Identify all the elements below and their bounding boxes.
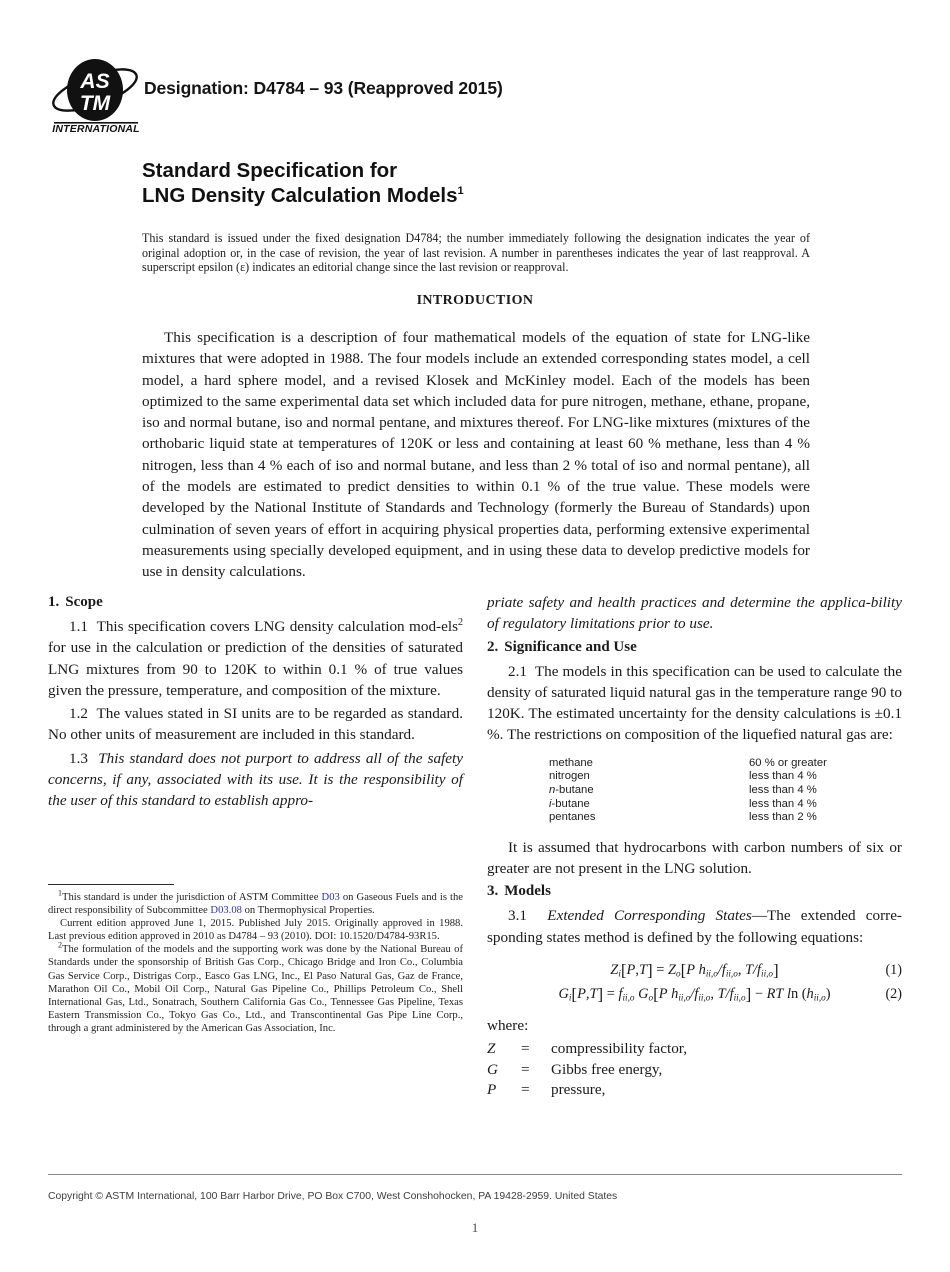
equals-sign: = [521, 1081, 530, 1099]
introduction-body: This specification is a description of four mathematical models of the equation of state for LNG-like mixtures that were adopted in 1988. The four models include an extended corresponding states model, a cell model, a hard sphere model, and a revised Klosek and McKinley model. Each of the models has been optimized to the same experimental data set which included data for pure nitrogen, methane, ethane, propane, iso and normal butane, iso and normal pentane, and mixtures thereof. For LNG-like mixtures (mixtures of the orthobaric liquid state at temperatures of 120K or less and containing at least 60 % methane, less than 4 % nitrogen, less than 4 % each of iso and normal butane, and less than 2 % total of iso and normal pentane), all of the models are estimated to predict densities to within 0.1 % of the true value. These models were developed by the National Institute of Standards and Technology (formerly the Bureau of Standards) upon culmination of seven years of effort in acquiring physical properties data, performing extensive experimental measurements using specially developed equipment, and in using these data to develop predictive models for use in density calculations. [142, 329, 810, 581]
paragraph-1-3-continued: priate safety and health practices and determine the applica-bility of regulatory limitations prior to use. [487, 594, 902, 633]
paragraph-number: 3.1 [508, 907, 527, 925]
footnote-ref-2: 2 [457, 616, 463, 628]
table-row [487, 798, 902, 812]
footnote-edition-info: Current edition approved June 1, 2015. Published July 2015. Originally approved in 1988. Last previous edition approved in 2010 as D4784 – 93 (2010). DOI: 10.1520/D4784-93R15. [48, 918, 463, 943]
paragraph-1-3 [48, 748, 463, 812]
section-number: 2. [487, 638, 499, 655]
equation-2: $G_i[P,T] = f_{ii,o}$ $G_o[P$ $h_{ii,o}/f_{ii,o}$, $T/f_{ii,o}$] − RT $\ln (h_{ii,o})$ (2) [487, 982, 902, 1007]
table-row [487, 811, 902, 825]
table-row [487, 757, 902, 771]
component-name: nitrogen [549, 770, 590, 783]
list-item [487, 1060, 687, 1081]
paragraph-text-a: This specification covers LNG density calculation mod-els [96, 618, 458, 635]
component-limit: less than 4 % [749, 783, 817, 796]
footnote-separator [48, 884, 174, 885]
footnote-marker: 1 [58, 888, 62, 898]
issued-note: This standard is issued under the fixed designation D4784; the number immediately following the designation indicates the year of original adoption or, in the case of revision, the year of last revision. A number in parentheses indicates the year of last reapproval. A superscript epsilon (ε) indicates an editorial change since the last revision or reapproval. [142, 231, 810, 275]
symbol: Z [487, 1040, 496, 1058]
paragraph-2-1 [487, 661, 902, 746]
section-heading-models [487, 881, 902, 901]
page-title [142, 158, 810, 208]
equation-number: (2) [885, 986, 902, 1003]
title-block [142, 158, 810, 275]
paragraph-text: —The extended corre-sponding states method is defined by the following equations: [487, 907, 902, 946]
component-italic-prefix: n [549, 783, 556, 796]
title-footnote-marker: 1 [457, 185, 464, 198]
svg-text:AS: AS [80, 70, 110, 93]
paragraph-term: Extended Corresponding States [547, 907, 752, 925]
paragraph-text: The models in this specification can be used to calculate the density of saturated liquid natural gas in the temperature range 90 to 120K. The estimated uncertainty for the density calculations is ±0.1 %. The restrictions on composition of the liquefied natural gas are: [487, 662, 902, 744]
paragraph-number: 1.3 [69, 749, 88, 767]
symbol-definition: pressure, [551, 1081, 606, 1099]
svg-text:INTERNATIONAL: INTERNATIONAL [52, 123, 140, 135]
component-limit: less than 4 % [749, 797, 817, 810]
footnote-text-a: This standard is under the jurisdiction of ASTM Committee [62, 892, 322, 903]
symbol-definition: Gibbs free energy, [551, 1060, 663, 1078]
paragraph-number: 1.1 [69, 618, 88, 635]
footnote-text-c: on Thermophysical Properties. [241, 905, 375, 917]
section-number: 1. [48, 594, 60, 610]
title-line-2: LNG Density Calculation Models [142, 184, 458, 207]
page-header [48, 56, 902, 142]
title-line-1: Standard Specification for [142, 159, 398, 182]
where-label: where: [487, 1016, 529, 1034]
footnote-text-b: on Gaseous Fuels and is the direct responsibility of Subcommittee [48, 892, 463, 917]
component-name: pentanes [549, 811, 596, 824]
paragraph-1-1 [48, 616, 463, 701]
section-title: Models [504, 883, 551, 900]
designation-line: Designation: D4784 – 93 (Reapproved 2015) [144, 78, 503, 98]
copyright-notice: Copyright © ASTM International, 100 Barr Harbor Drive, PO Box C700, West Conshohocken, PA 19428-2959. United States [48, 1191, 618, 1202]
list-item [487, 1039, 687, 1060]
paragraph-number: 2.1 [508, 662, 527, 680]
right-column [487, 592, 902, 1101]
symbol-definition-list [487, 1039, 687, 1101]
equation-block [487, 958, 902, 1007]
paragraph-text: This standard does not purport to address all of the safety concerns, if any, associated with its use. It is the responsibility of the user of this standard to establish appro- [48, 749, 463, 810]
equals-sign: = [521, 1060, 530, 1078]
composition-table [487, 757, 902, 825]
section-title: Significance and Use [504, 638, 637, 655]
equation-1: $Z_i[P,T] = Z_o[P$ $h_{ii,o}/f_{ii,o}$, $T/f_{ii,o}$] (1) [487, 958, 902, 983]
symbol: G [487, 1060, 498, 1078]
svg-text:TM: TM [79, 92, 111, 115]
introduction-heading: INTRODUCTION [416, 293, 534, 308]
section-heading-scope [48, 592, 463, 612]
subcommittee-link-d0308[interactable]: D03.08 [210, 905, 242, 917]
component-name: methane [549, 756, 593, 769]
paragraph-text-b: for use in the calculation or prediction of the densities of saturated LNG mixtures from 90 to 120K to within 0.1 % of true values given the pressure, temperature, and composition of the mixture. [48, 639, 463, 699]
section-heading-significance [487, 637, 902, 657]
equation-number: (1) [885, 961, 902, 978]
component-limit: 60 % or greater [749, 756, 827, 769]
component-limit: less than 4 % [749, 770, 817, 783]
equals-sign: = [521, 1040, 530, 1058]
section-title: Scope [65, 594, 103, 610]
component-italic-prefix: i [549, 797, 552, 810]
symbol-definition: compressibility factor, [551, 1040, 688, 1058]
paragraph-3-1 [487, 905, 902, 948]
committee-link-d03[interactable]: D03 [321, 892, 340, 903]
astm-logo [48, 56, 148, 136]
list-item [487, 1080, 687, 1101]
page-number: 1 [471, 1220, 479, 1235]
footnote-text: The formulation of the models and the supporting work was done by the National Bureau of Standards under the sponsorship of British Gas Corp., Chicago Bridge and Iron Co., Columbia Gas Service Corp., Distrigas Corp., Easco Gas LNG, Inc., El Paso Natural Gas, Gaz de France, Marathon Oil Co., Mobil Oil Corp., Natural Gas Pipeline Co., Phillips Petroleum Co., Shell International Gas, Ltd., Sonatrach, Southern California Gas Co., Tennessee Gas Pipeline, Texas Eastern Transmission Co., Tokyo Gas Co., Ltd., and Transcontinental Gas Pipe Line Corp., through a grant administered by the American Gas Association, Inc. [48, 944, 463, 1034]
symbol: P [487, 1081, 497, 1099]
table-row [487, 784, 902, 798]
section-number: 3. [487, 883, 499, 900]
footer-separator [48, 1174, 902, 1175]
paragraph-1-2 [48, 703, 463, 746]
component-name: i-butane [549, 797, 590, 810]
table-row [487, 770, 902, 784]
footnote-marker: 2 [58, 940, 62, 950]
footnote-1 [48, 888, 463, 917]
paragraph-number: 1.2 [69, 705, 88, 723]
component-limit: less than 2 % [749, 811, 817, 824]
paragraph-text: The values stated in SI units are to be regarded as standard. No other units of measurement are included in this standard. [48, 705, 463, 744]
footnotes-block [48, 888, 463, 1035]
left-column [48, 592, 463, 814]
component-name: n-butane [549, 783, 594, 796]
paragraph-2-1-note: It is assumed that hydrocarbons with carbon numbers of six or greater are not present in the LNG solution. [487, 838, 902, 878]
footnote-2 [48, 940, 463, 1035]
